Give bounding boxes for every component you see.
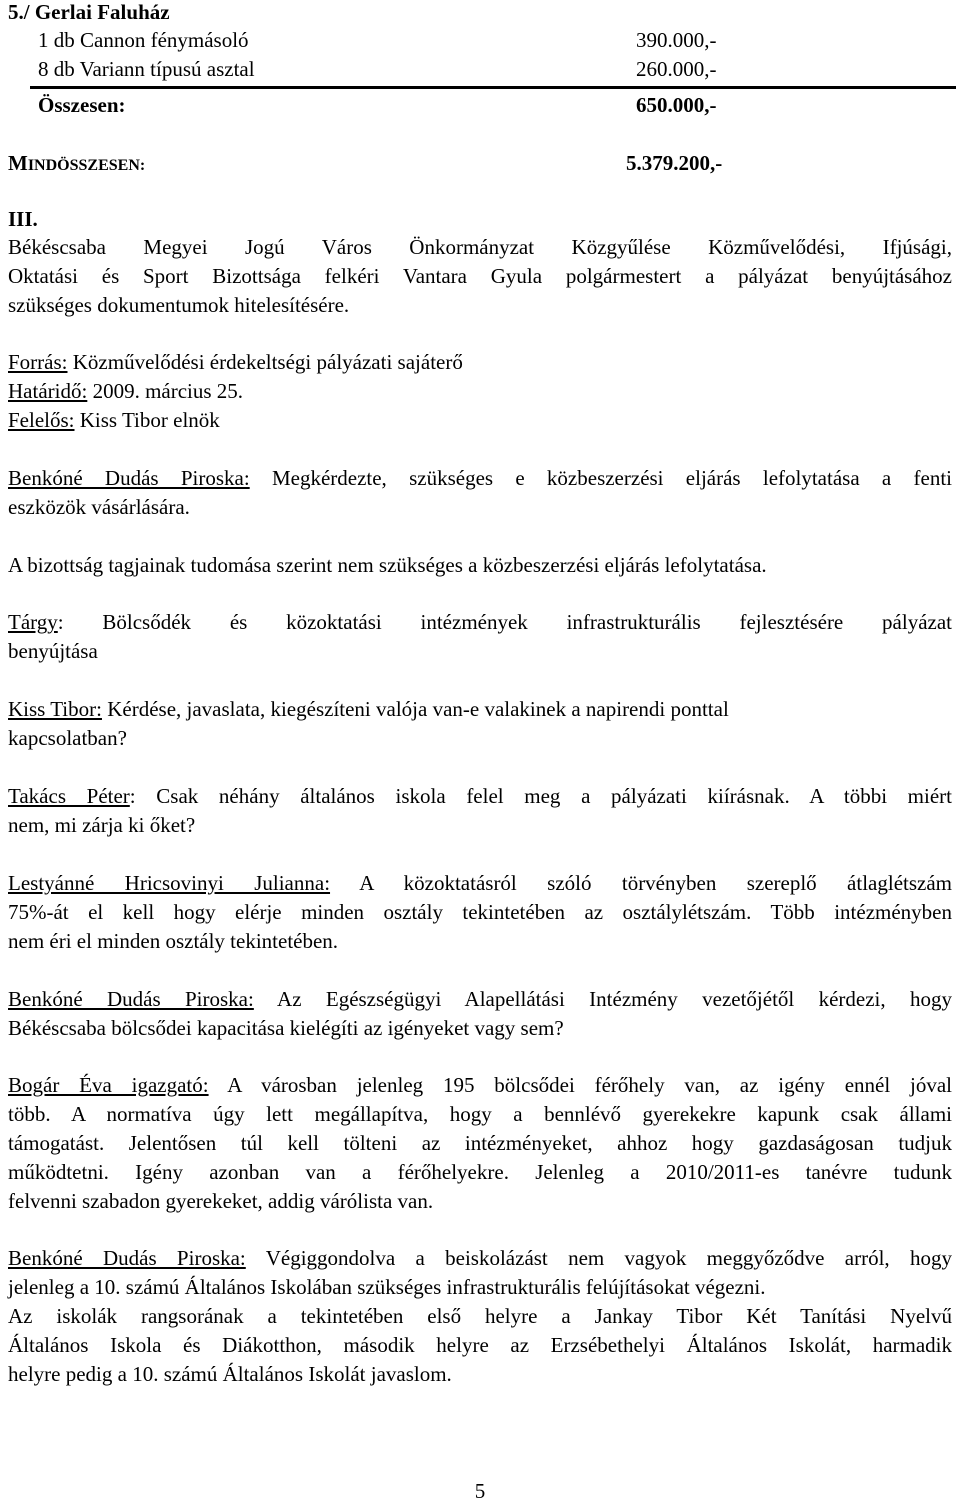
roman-heading: III.: [8, 207, 38, 231]
paragraph-line: működtetni. Igény azonban van a férőhelyekre. Jelenleg a 2010/2011-es tanévre tudunk: [8, 1160, 952, 1184]
responsible-value: Kiss Tibor elnök: [74, 408, 220, 432]
paragraph-line: nem, mi zárja ki őket?: [8, 813, 196, 837]
item-label: 1 db Cannon fénymásoló: [38, 28, 249, 52]
paragraph-line: támogatást. Jelentősen túl kell tölteni az intézményeket, ahhoz hogy gazdaságosan tudjuk: [8, 1131, 952, 1155]
subject-label: Tárgy: [8, 610, 58, 634]
source-label: Forrás:: [8, 350, 68, 374]
paragraph-text: : Csak néhány általános iskola felel meg a pályázati kiírásnak. A többi miért: [129, 784, 952, 808]
paragraph-line: jelenleg a 10. számú Általános Iskolában szükséges infrastrukturális felújításokat végezni.: [8, 1275, 766, 1299]
subject-line: [8, 608, 952, 637]
paragraph-text: Az Egészségügyi Alapellátási Intézmény vezetőjétől kérdezi, hogy: [253, 987, 952, 1011]
section-title: 5./ Gerlai Faluház: [8, 0, 170, 24]
responsible-label: Felelős:: [8, 408, 75, 432]
speaker-name: Lestyánné Hricsovinyi Julianna:: [8, 871, 331, 895]
paragraph-line: nem éri el minden osztály tekintetében.: [8, 929, 339, 953]
subtotal-label: Összesen:: [38, 93, 126, 117]
speaker-name: Benkóné Dudás Piroska:: [8, 1246, 246, 1270]
paragraph-text: A közoktatásról szóló törvényben szereplő átlaglétszám: [330, 871, 952, 895]
paragraph-line: [8, 1071, 952, 1100]
resolution-line: szükséges dokumentumok hitelesítésére.: [8, 293, 350, 317]
source-value: Közművelődési érdekeltségi pályázati sajáterő: [67, 350, 463, 374]
paragraph-line: kapcsolatban?: [8, 726, 127, 750]
deadline-line: [8, 377, 243, 406]
paragraph-line: helyre pedig a 10. számú Általános Iskolát javaslom.: [8, 1362, 452, 1386]
speaker-name: Benkóné Dudás Piroska:: [8, 466, 250, 490]
item-label: 8 db Variann típusú asztal: [38, 57, 255, 81]
resolution-line: Oktatási és Sport Bizottsága felkéri Vantara Gyula polgármestert a pályázat benyújtásához: [8, 264, 952, 288]
subject-line: benyújtása: [8, 639, 98, 663]
subtotal-amount: 650.000,-: [636, 93, 717, 117]
grand-total-rest: INDÖSSZESEN:: [27, 157, 146, 174]
paragraph-line: [8, 869, 952, 898]
paragraph-line: Általános Iskola és Diákotthon, második helyre az Erzsébethelyi Általános Iskolát, harmadik: [8, 1333, 952, 1357]
resolution-line: Békéscsaba Megyei Jogú Város Önkormányzat Közgyűlése Közművelődési, Ifjúsági,: [8, 235, 952, 259]
paragraph-line: eszközök vásárlására.: [8, 495, 190, 519]
paragraph-line: A bizottság tagjainak tudomása szerint nem szükséges a közbeszerzési eljárás lefolytatása.: [8, 553, 767, 577]
subject-text: : Bölcsődék és közoktatási intézmények infrastrukturális fejlesztésére pályázat: [57, 610, 952, 634]
paragraph-line: [8, 464, 952, 493]
paragraph-line: Békéscsaba bölcsődei kapacitása kielégíti az igényeket vagy sem?: [8, 1016, 564, 1040]
speaker-name: Kiss Tibor:: [8, 697, 102, 721]
deadline-value: 2009. március 25.: [87, 379, 244, 403]
grand-total-label: [8, 149, 145, 180]
grand-total-amount: 5.379.200,-: [626, 151, 723, 175]
paragraph-line: [8, 1244, 952, 1273]
item-amount: 260.000,-: [636, 57, 717, 81]
paragraph-line: [8, 985, 952, 1014]
sum-rule: [30, 86, 956, 89]
paragraph-line: 75%-át el kell hogy elérje minden osztály tekintetében az osztálylétszám. Több intézményben: [8, 900, 952, 924]
speaker-name: Benkóné Dudás Piroska:: [8, 987, 254, 1011]
speaker-name: Takács Péter: [8, 784, 130, 808]
paragraph-line: több. A normatíva úgy lett megállapítva, hogy a bennlévő gyerekekre kapunk csak állami: [8, 1102, 952, 1126]
paragraph-line: [8, 695, 729, 724]
speaker-name: Bogár Éva igazgató:: [8, 1073, 209, 1097]
paragraph-text: A városban jelenleg 195 bölcsődei férőhely van, az igény ennél jóval: [208, 1073, 952, 1097]
deadline-label: Határidő:: [8, 379, 88, 403]
paragraph-line: [8, 782, 952, 811]
page-number: 5: [474, 1479, 486, 1503]
responsible-line: [8, 406, 220, 435]
paragraph-text: Megkérdezte, szükséges e közbeszerzési eljárás lefolytatása a fenti: [249, 466, 952, 490]
source-line: [8, 348, 463, 377]
paragraph-line: Az iskolák rangsorának a tekintetében első helyre a Jankay Tibor Két Tanítási Nyelvű: [8, 1304, 952, 1328]
item-amount: 390.000,-: [636, 28, 717, 52]
paragraph-text: Végiggondolva a beiskolázást nem vagyok meggyőződve arról, hogy: [245, 1246, 952, 1270]
grand-total-initial: M: [8, 151, 28, 175]
paragraph-text: Kérdése, javaslata, kiegészíteni valója van-e valakinek a napirendi ponttal: [101, 697, 729, 721]
paragraph-line: felvenni szabadon gyerekeket, addig várólista van.: [8, 1189, 434, 1213]
